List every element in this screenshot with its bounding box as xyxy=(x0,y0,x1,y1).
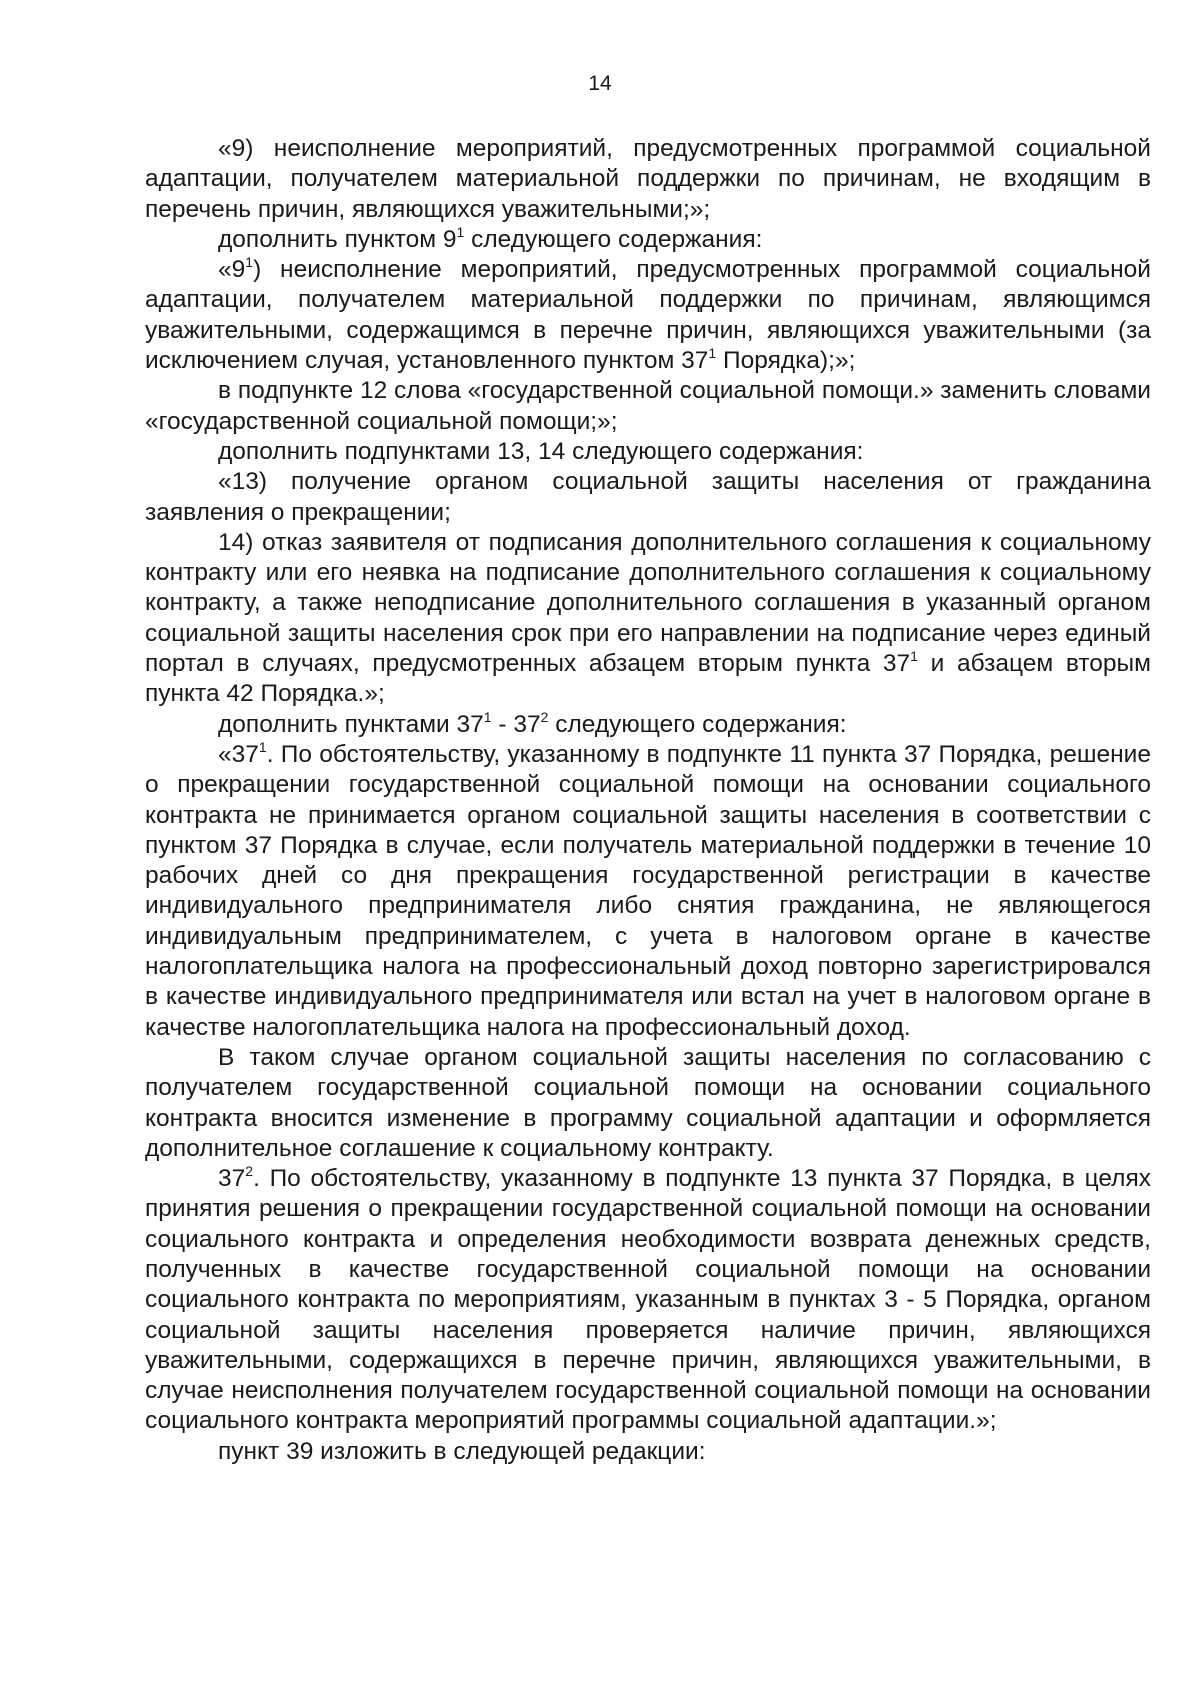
superscript: 1 xyxy=(258,738,267,755)
page-number: 14 xyxy=(588,72,612,95)
text-run: - 37 xyxy=(491,710,541,738)
text-run: 14) отказ заявителя от подписания дополнительного соглашения к социальному контракту или его неявка на подписание дополнительного соглашения к социальному контракту, а также неподписание дополнительного соглашения в указанный органом социальной защиты населения срок при его направлении на подписание через единый портал в случаях, предусмотренных абзацем вторым пункта 37 xyxy=(145,528,1151,678)
superscript: 1 xyxy=(245,254,254,271)
text-run: ) неисполнение мероприятий, предусмотренных программой социальной адаптации, получателем материальной поддержки по причинам, являющимся уважительными, содержащимся в перечне причин, являющихся уважительными (за исключением случая, установленного пунктом 37 xyxy=(145,256,1151,375)
paragraph xyxy=(145,437,1151,467)
paragraph xyxy=(145,467,1151,528)
text-run: и абзацем вторым пункта 42 Порядка.»; xyxy=(145,650,1151,708)
text-run: в подпункте 12 слова «государственной социальной помощи.» заменить словами «государственной социальной помощи;»; xyxy=(145,377,1151,435)
superscript: 2 xyxy=(245,1163,254,1180)
paragraph xyxy=(145,376,1151,437)
superscript: 1 xyxy=(483,708,492,725)
paragraph xyxy=(145,1164,1151,1437)
paragraph xyxy=(145,225,1151,255)
paragraph xyxy=(145,255,1151,376)
paragraph xyxy=(145,134,1151,225)
superscript: 2 xyxy=(540,708,549,725)
paragraph xyxy=(145,528,1151,710)
paragraph xyxy=(145,1043,1151,1164)
superscript: 1 xyxy=(456,223,465,240)
text-run: дополнить пунктом 9 xyxy=(218,225,457,253)
paragraph xyxy=(145,1437,1151,1467)
text-run: следующего содержания: xyxy=(464,225,763,253)
superscript: 1 xyxy=(708,345,717,362)
text-run: пункт 39 изложить в следующей редакции: xyxy=(218,1437,706,1465)
text-run: дополнить пунктами 37 xyxy=(218,710,484,738)
document-body xyxy=(145,134,1151,1467)
text-run: Порядка);»; xyxy=(716,347,856,375)
text-run: 37 xyxy=(218,1165,246,1193)
text-run: «9) неисполнение мероприятий, предусмотренных программой социальной адаптации, получателем материальной поддержки по причинам, не входящим в перечень причин, являющихся уважительными;»; xyxy=(145,135,1151,223)
superscript: 1 xyxy=(910,648,918,665)
text-run: «37 xyxy=(218,740,259,768)
text-run: . По обстоятельству, указанному в подпункте 13 пункта 37 Порядка, в целях принятия решения о прекращении государственной социальной помощи на основании социального контракта и определения необходимости возврата денежных средств, полученных в качестве государственной социальной помощи на основании социального контракта по мероприятиям, указанным в пунктах 3 - 5 Порядка, органом социальной защиты населения проверяется наличие причин, являющихся уважительными, содержащихся в перечне причин, являющихся уважительными, в случае неисполнения получателем государственной социальной помощи на основании социального контракта мероприятий программы социальной адаптации.»; xyxy=(145,1165,1151,1435)
paragraph xyxy=(145,710,1151,740)
text-run: . По обстоятельству, указанному в подпункте 11 пункта 37 Порядка, решение о прекращении государственной социальной помощи на основании социального контракта не принимается органом социальной защиты населения в соответствии с пунктом 37 Порядка в случае, если получатель материальной поддержки в течение 10 рабочих дней со дня прекращения государственной регистрации в качестве индивидуального предпринимателя либо снятия гражданина, не являющегося индивидуальным предпринимателем, с учета в налоговом органе в качестве налогоплательщика налога на профессиональный доход повторно зарегистрировался в качестве индивидуального предпринимателя или встал на учет в налоговом органе в качестве налогоплательщика налога на профессиональный доход. xyxy=(145,740,1151,1041)
paragraph xyxy=(145,740,1151,1043)
text-run: «13) получение органом социальной защиты населения от гражданина заявления о прекращении; xyxy=(145,468,1151,526)
text-run: В таком случае органом социальной защиты населения по согласованию с получателем государственной социальной помощи на основании социального контракта вносится изменение в программу социальной адаптации и оформляется дополнительное соглашение к социальному контракту. xyxy=(145,1043,1151,1162)
text-run: «9 xyxy=(218,256,246,284)
text-run: дополнить подпунктами 13, 14 следующего содержания: xyxy=(218,437,864,465)
text-run: следующего содержания: xyxy=(548,710,847,738)
